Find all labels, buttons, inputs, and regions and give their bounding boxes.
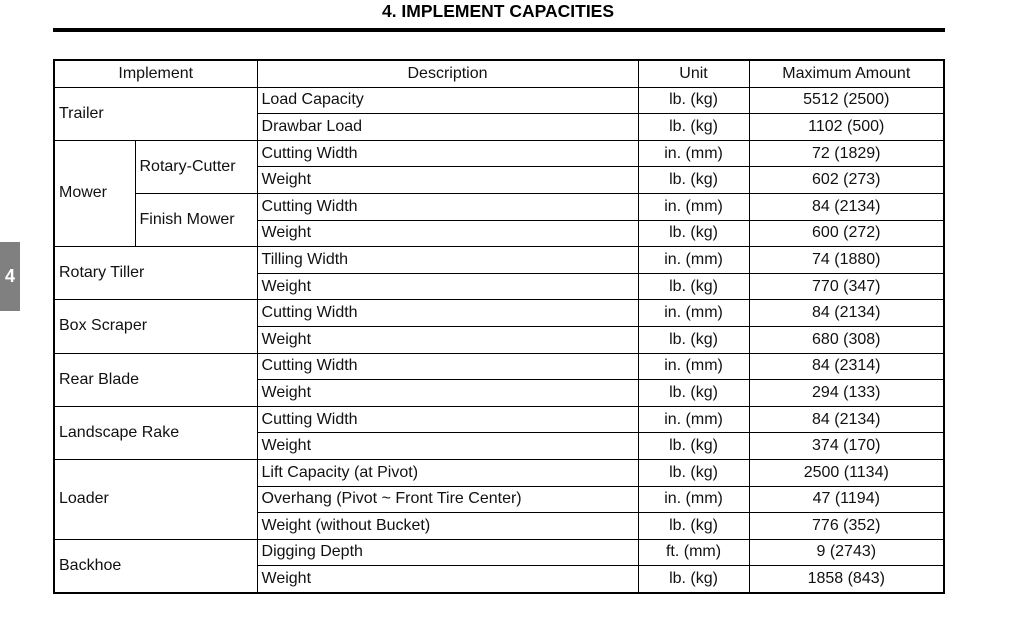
implement-cell: Loader xyxy=(54,459,257,539)
unit-cell: in. (mm) xyxy=(638,353,749,380)
table-row xyxy=(54,406,944,433)
unit-cell: in. (mm) xyxy=(638,300,749,327)
description-cell: Overhang (Pivot ~ Front Tire Center) xyxy=(257,486,638,513)
title-underline xyxy=(53,28,945,32)
sub-implement-cell: Finish Mower xyxy=(135,193,257,246)
unit-cell: lb. (kg) xyxy=(638,114,749,141)
description-cell: Cutting Width xyxy=(257,353,638,380)
max-amount-cell: 602 (273) xyxy=(749,167,944,194)
max-amount-cell: 1858 (843) xyxy=(749,566,944,593)
max-amount-cell: 770 (347) xyxy=(749,273,944,300)
page-title: 4. IMPLEMENT CAPACITIES xyxy=(381,1,615,21)
max-amount-cell: 84 (2134) xyxy=(749,300,944,327)
implement-capacities-table xyxy=(53,59,945,594)
table-row xyxy=(54,140,944,167)
implement-cell: Backhoe xyxy=(54,539,257,593)
description-cell: Weight xyxy=(257,433,638,460)
description-cell: Cutting Width xyxy=(257,193,638,220)
description-cell: Weight (without Bucket) xyxy=(257,513,638,540)
unit-cell: lb. (kg) xyxy=(638,220,749,247)
description-cell: Weight xyxy=(257,167,638,194)
description-cell: Cutting Width xyxy=(257,140,638,167)
chapter-tab: 4 xyxy=(0,242,20,311)
table-row xyxy=(54,459,944,486)
table-row xyxy=(54,539,944,566)
max-amount-cell: 47 (1194) xyxy=(749,486,944,513)
table-row xyxy=(54,87,944,114)
implement-cell: Rotary Tiller xyxy=(54,247,257,300)
unit-cell: ft. (mm) xyxy=(638,539,749,566)
description-cell: Digging Depth xyxy=(257,539,638,566)
unit-cell: in. (mm) xyxy=(638,140,749,167)
description-cell: Weight xyxy=(257,380,638,407)
table-row xyxy=(54,193,944,220)
table-row xyxy=(54,247,944,274)
max-amount-cell: 74 (1880) xyxy=(749,247,944,274)
max-amount-cell: 600 (272) xyxy=(749,220,944,247)
unit-cell: lb. (kg) xyxy=(638,566,749,593)
max-amount-cell: 776 (352) xyxy=(749,513,944,540)
description-cell: Drawbar Load xyxy=(257,114,638,141)
max-amount-cell: 9 (2743) xyxy=(749,539,944,566)
max-amount-cell: 84 (2134) xyxy=(749,193,944,220)
implement-cell: Mower xyxy=(54,140,135,246)
description-cell: Tilling Width xyxy=(257,247,638,274)
header-maximum-amount: Maximum Amount xyxy=(749,60,944,87)
header-description: Description xyxy=(257,60,638,87)
unit-cell: in. (mm) xyxy=(638,247,749,274)
unit-cell: lb. (kg) xyxy=(638,167,749,194)
max-amount-cell: 374 (170) xyxy=(749,433,944,460)
max-amount-cell: 84 (2134) xyxy=(749,406,944,433)
max-amount-cell: 84 (2314) xyxy=(749,353,944,380)
unit-cell: lb. (kg) xyxy=(638,273,749,300)
max-amount-cell: 680 (308) xyxy=(749,326,944,353)
table-header-row xyxy=(54,60,944,87)
implement-cell: Trailer xyxy=(54,87,257,140)
unit-cell: lb. (kg) xyxy=(638,513,749,540)
unit-cell: lb. (kg) xyxy=(638,87,749,114)
max-amount-cell: 1102 (500) xyxy=(749,114,944,141)
unit-cell: in. (mm) xyxy=(638,406,749,433)
unit-cell: lb. (kg) xyxy=(638,326,749,353)
header-unit: Unit xyxy=(638,60,749,87)
unit-cell: in. (mm) xyxy=(638,193,749,220)
max-amount-cell: 2500 (1134) xyxy=(749,459,944,486)
description-cell: Lift Capacity (at Pivot) xyxy=(257,459,638,486)
unit-cell: lb. (kg) xyxy=(638,433,749,460)
table-row xyxy=(54,300,944,327)
max-amount-cell: 294 (133) xyxy=(749,380,944,407)
description-cell: Weight xyxy=(257,326,638,353)
implement-cell: Rear Blade xyxy=(54,353,257,406)
unit-cell: lb. (kg) xyxy=(638,459,749,486)
table-row xyxy=(54,353,944,380)
sub-implement-cell: Rotary-Cutter xyxy=(135,140,257,193)
header-implement: Implement xyxy=(54,60,257,87)
description-cell: Weight xyxy=(257,566,638,593)
implement-cell: Box Scraper xyxy=(54,300,257,353)
max-amount-cell: 72 (1829) xyxy=(749,140,944,167)
description-cell: Cutting Width xyxy=(257,406,638,433)
description-cell: Weight xyxy=(257,273,638,300)
description-cell: Cutting Width xyxy=(257,300,638,327)
description-cell: Weight xyxy=(257,220,638,247)
max-amount-cell: 5512 (2500) xyxy=(749,87,944,114)
description-cell: Load Capacity xyxy=(257,87,638,114)
unit-cell: in. (mm) xyxy=(638,486,749,513)
implement-cell: Landscape Rake xyxy=(54,406,257,459)
unit-cell: lb. (kg) xyxy=(638,380,749,407)
